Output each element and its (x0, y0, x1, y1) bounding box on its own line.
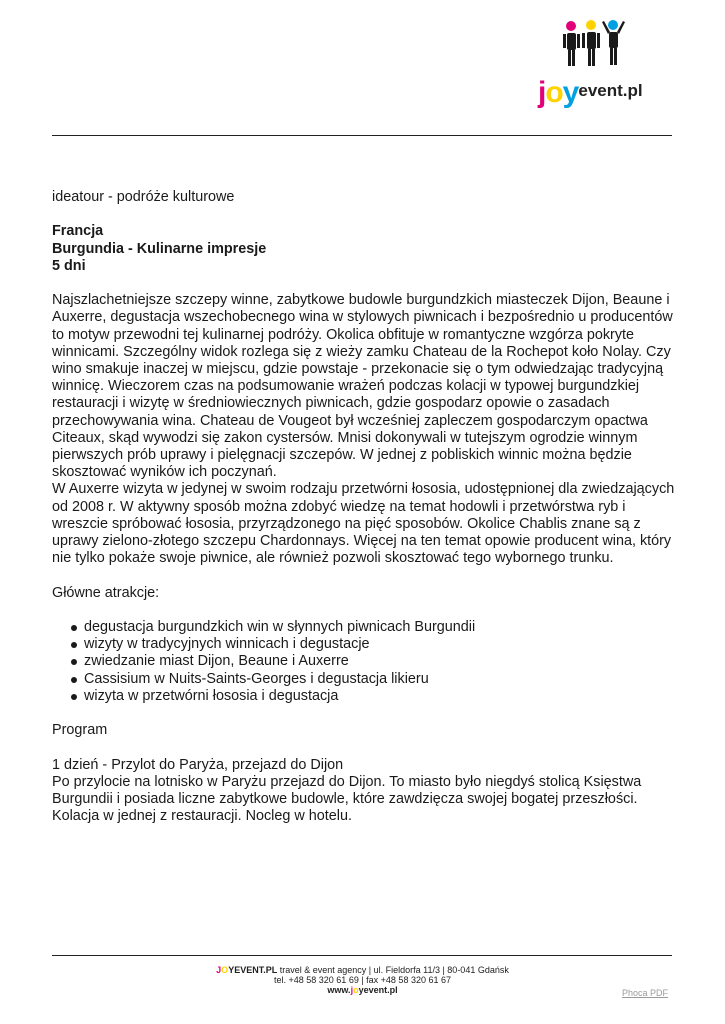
footer-website-link[interactable] (0, 985, 725, 995)
spacer (52, 206, 682, 223)
logo-letter-o: o (545, 76, 563, 109)
footer-address: travel & event agency | ul. Fieldorfa 11/3 | 80-041 Gdańsk (277, 965, 509, 975)
list-item (74, 653, 682, 670)
joyevent-logo (530, 18, 660, 110)
list-item-text: zwiedzanie miast Dijon, Beaune i Auxerre (84, 653, 349, 670)
trip-duration: 5 dni (52, 257, 86, 274)
day1-description: Po przylocie na lotnisko w Paryżu przejazd do Dijon. To miasto było niegdyś stolicą Księstwa Burgundii i posiada liczne zabytkowe budowle, które zawdzięcza swojej bogatej przeszłości. Kolacja w jednej z restauracji. Nocleg w hotelu. (52, 773, 642, 825)
footer-brand-name: YEVENT.PL (228, 965, 278, 975)
category-line: ideatour - podróże kulturowe (52, 189, 235, 205)
spacer (52, 739, 682, 756)
spacer (52, 567, 682, 584)
phoca-pdf-link[interactable]: Phoca PDF (622, 988, 669, 998)
footer-brand-o: O (221, 965, 229, 975)
footer-phone-line: tel. +48 58 320 61 69 | fax +48 58 320 61 67 (274, 975, 451, 985)
footer-web-prefix: www. (327, 985, 351, 995)
logo-letter-j: j (538, 76, 546, 109)
list-item-text: degustacja burgundzkich win w słynnych piwnicach Burgundii (84, 619, 476, 636)
list-item (74, 636, 682, 653)
bullet-icon (71, 659, 77, 665)
intro-paragraph: Najszlachetniejsze szczepy winne, zabytkowe budowle burgundzkich miasteczek Dijon, Beaune i Auxerre, degustacja wszechobecnego wina w stylowych piwnicach i bezpośrednio u producentów to motyw przewodni tej kulinarnej podróży. Okolica obfituje w romantyczne wzgórza pokryte winnicami. Szczególny widok rozlega się z wieży zamku Chateau de la Rochepot koło Nolay. Czy wino smakuje inaczej w miejscu, gdzie powstaje - przekonacie się o tym odwiedzając tradycyjną winnicę. Wieczorem czas na podsumowanie wrażeń podczas kolacji w typowej burgundzkiej restauracji i wizytę w średniowiecznych piwnicach, gdzie gospodarz opowie o zasadach przechowywania wina. Chateau de Vougeot był wcześniej zapleczem gospodarczym opactwa Citeaux, skąd wywodzi się zakon cystersów. Mnisi dokonywali w tutejszym ogrodzie winnym pierwszych prób uprawy i pielęgnacji szczepów. W jednej z pobliskich winnic można będzie skosztować wyników ich poczynań. (52, 292, 673, 481)
list-item (74, 671, 682, 688)
attractions-list (52, 619, 682, 705)
document-body (52, 189, 682, 825)
footer-web-o: o (353, 985, 359, 995)
attractions-heading: Główne atrakcje: (52, 584, 160, 601)
list-item-text: wizyty w tradycyjnych winnicach i degustacje (84, 636, 370, 653)
bullet-icon (71, 642, 77, 648)
logo-domain: event.pl (578, 81, 643, 100)
people-figures-icon (558, 18, 638, 78)
footer-address-line (0, 965, 725, 975)
program-heading: Program (52, 722, 108, 739)
header-divider (52, 135, 672, 136)
bullet-icon (71, 625, 77, 631)
list-item (74, 619, 682, 636)
list-item-text: wizyta w przetwórni łososia i degustacja (84, 687, 339, 704)
footer-web-rest: yevent.pl (358, 985, 398, 995)
footer-web-j: j (350, 985, 354, 995)
logo-wordmark (538, 76, 643, 108)
page-title: Burgundia - Kulinarne impresje (52, 240, 267, 257)
bullet-icon (71, 694, 77, 700)
bullet-icon (71, 677, 77, 683)
spacer (52, 705, 682, 722)
auxerre-paragraph: W Auxerre wizyta w jedynej w swoim rodzaju przetwórni łososia, udostępnionej dla zwiedzających od 2008 r. W aktywny sposób można zdobyć wiedzę na temat hodowli i przetwórstwa ryb i wreszcie spróbować łososia, przyrządzonego na pięć sposobów. Okolice Chablis znane są z uprawy zielono-złotego szczepu Chardonnays. Więcej na ten temat opowie producent wina, który nie tylko pokaże swoje piwnice, ale również pozwoli skosztować tego wybornego trunku. (52, 481, 675, 567)
spacer (52, 275, 682, 292)
day1-title: 1 dzień - Przylot do Paryża, przejazd do Dijon (52, 756, 344, 773)
list-item (74, 688, 682, 705)
footer-divider (52, 955, 672, 956)
title-country: Francja (52, 223, 104, 240)
page-footer (0, 965, 725, 995)
logo-letter-y: y (562, 76, 579, 109)
spacer (52, 602, 682, 619)
list-item-text: Cassisium w Nuits-Saints-Georges i degustacja likieru (84, 670, 429, 687)
footer-brand-j: J (216, 965, 222, 975)
